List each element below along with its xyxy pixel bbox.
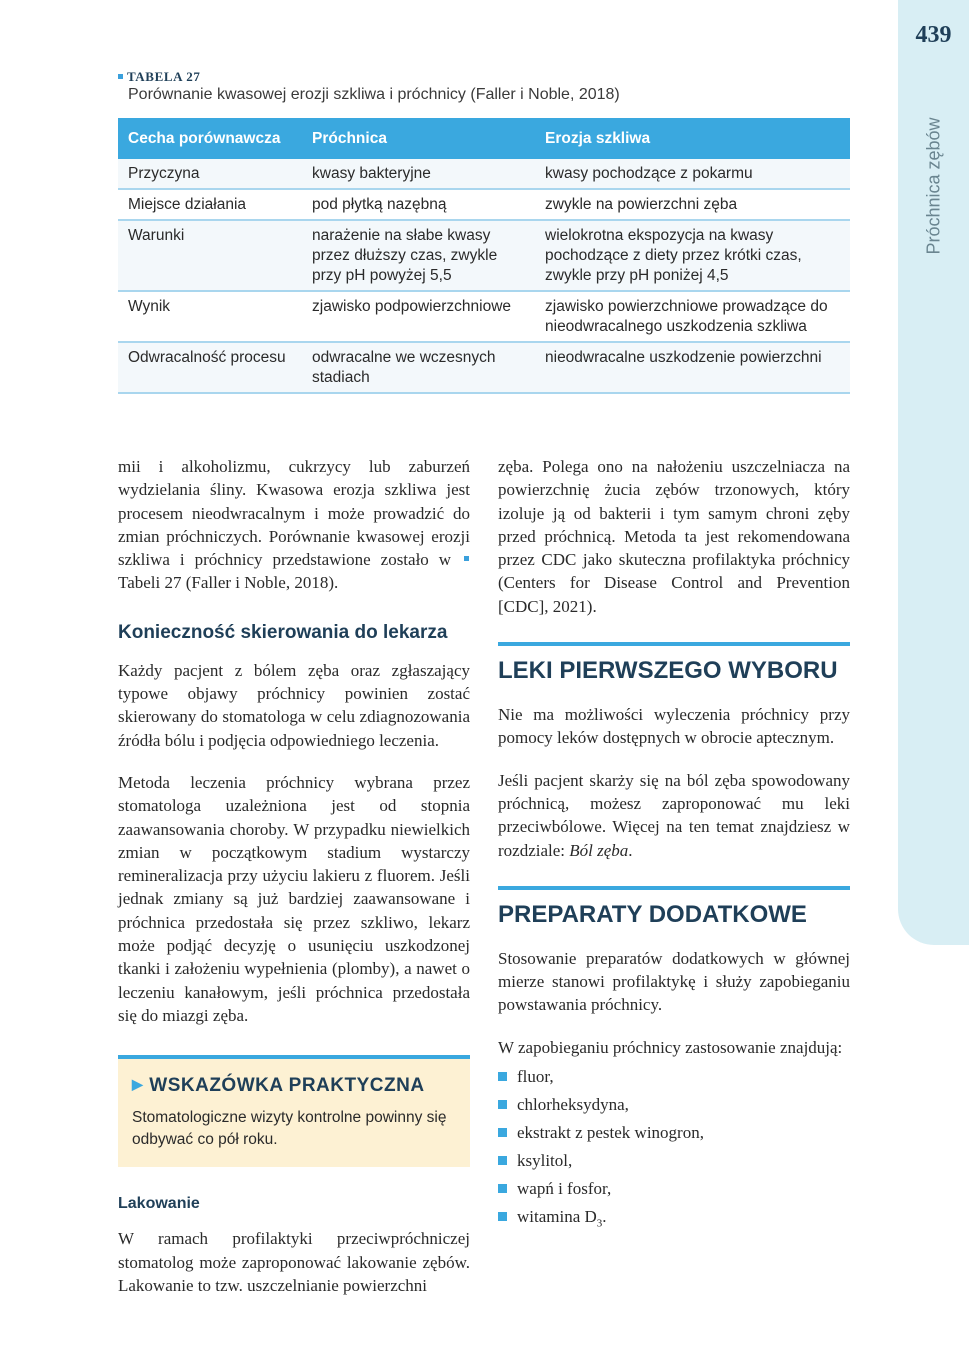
table-reference-link[interactable]: Tabeli 27 [118, 573, 182, 593]
table-header-cell: Cecha porównawcza [118, 118, 302, 159]
table-cell: zjawisko powierzchniowe prowadzące do nieodwracalnego uszkodzenia szkliwa [535, 291, 850, 342]
first-choice-paragraph-2: Jeśli pacjent skarży się na ból zęba spowodowany próchnicą, możesz zaproponować mu leki przeciwbólowe. Więcej na ten temat znajdziesz w rozdziale: Ból zęba. [498, 770, 850, 860]
play-arrow-icon: ▶ [132, 1076, 144, 1093]
table-cell: Wynik [118, 291, 302, 342]
table-header-cell: Próchnica [302, 118, 535, 159]
referral-heading: Konieczność skierowania do lekarza [118, 621, 448, 643]
additional-paragraph-1: Stosowanie preparatów dodatkowych w głównej mierze stanowi profilaktykę i służy zapobieganiu powstawania próchnicy. [498, 948, 850, 1015]
table-row [118, 220, 850, 291]
first-choice-paragraph-1: Nie ma możliwości wyleczenia próchnicy przy pomocy leków dostępnych w obrocie aptecznym. [498, 705, 850, 748]
right-column [498, 455, 850, 1237]
table-header-cell: Erozja szkliwa [535, 118, 850, 159]
chapter-side-label: Próchnica zębów [923, 117, 944, 255]
table-row [118, 291, 850, 342]
table-cell: Odwracalność procesu [118, 342, 302, 393]
table-caption: Porównanie kwasowej erozji szkliwa i próchnicy (Faller i Noble, 2018) [128, 86, 620, 103]
left-column [118, 455, 470, 1297]
square-bullet-icon [498, 1072, 507, 1081]
list-item: wapń i fosfor, [498, 1175, 850, 1203]
comparison-table [118, 118, 850, 394]
list-item: fluor, [498, 1063, 850, 1091]
additional-paragraph-2: W zapobieganiu próchnicy zastosowanie znajdują: [498, 1037, 843, 1057]
square-bullet-icon [498, 1212, 507, 1221]
list-item: witamina $D_3$. [498, 1203, 850, 1237]
table-cell: odwracalne we wczesnych stadiach [302, 342, 535, 393]
first-choice-heading: LEKI PIERWSZEGO WYBORU [498, 657, 838, 685]
square-bullet-icon [498, 1156, 507, 1165]
table-tag: TABELA 27 [118, 69, 200, 85]
table-row [118, 159, 850, 189]
tip-title: ▶ WSKAZÓWKA PRAKTYCZNA [132, 1075, 425, 1097]
table-cell: nieodwracalne uszkodzenie powierzchni [535, 342, 850, 393]
square-bullet-icon [498, 1184, 507, 1193]
list-item: ekstrakt z pestek winogron, [498, 1119, 850, 1147]
table-cell: zwykle na powierzchni zęba [535, 189, 850, 220]
list-item: chlorheksydyna, [498, 1091, 850, 1119]
square-bullet-icon [498, 1128, 507, 1137]
lakowanie-paragraph: W ramach profilaktyki przeciwpróchniczej stomatolog może zaproponować lakowanie zębów. Lakowanie to tzw. uszczelnianie powierzchni [118, 1229, 470, 1295]
practical-tip-box [118, 1055, 470, 1167]
table-header-row [118, 118, 850, 159]
referral-paragraph-2: Metoda leczenia próchnicy wybrana przez stomatologa uzależniona jest od stopnia zaawansowania choroby. W przypadku niewielkich zmian w początkowym stadium wystarczy remineralizacja przy użyciu lakieru z fluorem. Jeśli jednak zmiany są już bardziej zaawansowane i próchnica przedostała się przez szkliwo, lekarz może podjąć decyzję o usunięciu uszkodzonej tkanki i założeniu wypełnienia (plomby), a nawet o leczeniu kanałowym, jeśli próchnica przedostała się do miazgi zęba. [118, 772, 470, 1025]
table-cell: pod płytką nazębną [302, 189, 535, 220]
additional-preparations-heading: PREPARATY DODATKOWE [498, 900, 807, 928]
table-cell: kwasy bakteryjne [302, 159, 535, 189]
continuation-paragraph: zęba. Polega ono na nałożeniu uszczelniacza na powierzchnię żucia zębów trzonowych, który izoluje ją od bakterii i tym samym chroni zęby przed próchnicą. Metoda ta jest rekomendowana przez CDC jako skuteczna profilaktyka próchnicy (Centers for Disease Control and Prevention [CDC], 2021). [498, 457, 850, 616]
preparations-list [498, 1063, 850, 1237]
table-cell: narażenie na słabe kwasy przez dłuższy czas, zwykle przy pH powyżej 5,5 [302, 220, 535, 291]
table-cell: Warunki [118, 220, 302, 291]
lakowanie-heading: Lakowanie [118, 1195, 200, 1213]
table-cell: kwasy pochodzące z pokarmu [535, 159, 850, 189]
referral-paragraph-1: Każdy pacjent z bólem zęba oraz zgłaszający typowe objawy próchnicy powinien zostać skierowany do stomatologa w celu zdiagnozowania źródła bólu i podjęcia odpowiedniego leczenia. [118, 660, 470, 750]
table-cell: wielokrotna ekspozycja na kwasy pochodzące z diety przez krótki czas, zwykle przy pH poniżej 4,5 [535, 220, 850, 291]
intro-paragraph: mii i alkoholizmu, cukrzycy lub zaburzeń wydzielania śliny. Kwasowa erozja szkliwa jest procesem nieodwracalnym i może prowadzić do zmian próchniczych. Porównanie kwasowej erozji szkliwa i próchnicy przedstawione zostało w Tabeli 27 (Faller i Noble, 2018). [118, 457, 470, 593]
square-bullet-icon [464, 556, 469, 561]
table-cell: zjawisko podpowierzchniowe [302, 291, 535, 342]
square-bullet-icon [118, 74, 123, 79]
page-number: 439 [915, 22, 952, 48]
table-row [118, 189, 850, 220]
table-cell: Miejsce działania [118, 189, 302, 220]
table-row [118, 342, 850, 393]
list-item: ksylitol, [498, 1147, 850, 1175]
tip-text: Stomatologiczne wizyty kontrolne powinny się odbywać co pół roku. [132, 1109, 447, 1149]
chapter-reference[interactable]: Ból zęba [569, 840, 629, 860]
table-cell: Przyczyna [118, 159, 302, 189]
square-bullet-icon [498, 1100, 507, 1109]
